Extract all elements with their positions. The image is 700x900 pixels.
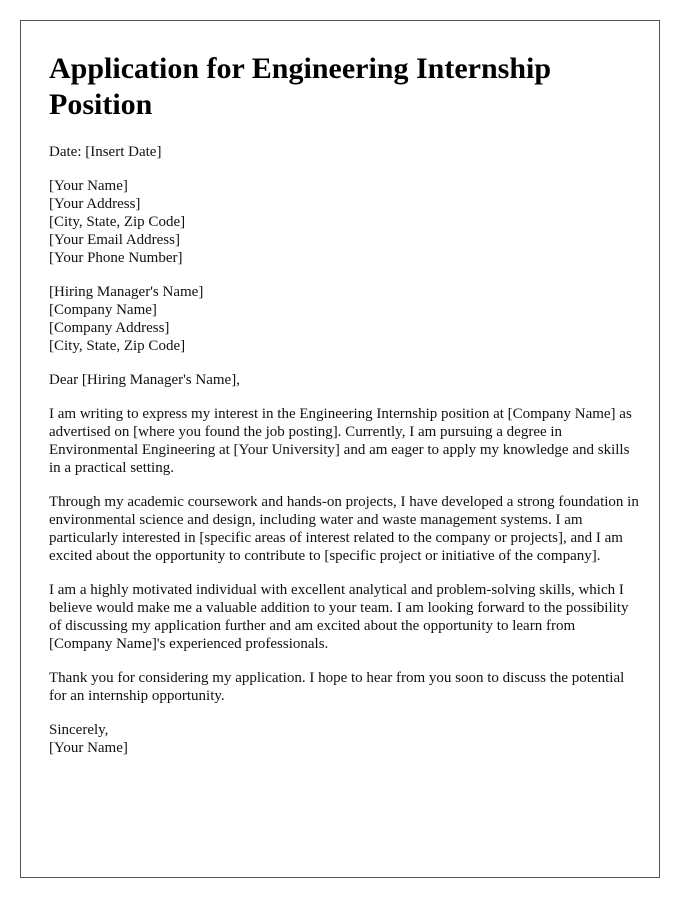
sender-phone: [Your Phone Number] (49, 250, 183, 266)
signature-name: [Your Name] (49, 740, 128, 756)
body-paragraph-3: I am a highly motivated individual with excellent analytical and problem-solving skills, which I believe would make me a valuable addition to your team. I am looking forward to the possibility of discussing my application further and am excited about the opportunity to learn from [Company Name]'s experienced professionals. (49, 582, 629, 652)
body-paragraph-4: Thank you for considering my application. I hope to hear from you soon to discuss the potential for an internship opportunity. (49, 670, 625, 704)
sender-address: [Your Address] (49, 196, 141, 212)
sender-city-state-zip: [City, State, Zip Code] (49, 214, 186, 230)
letter-title: Application for Engineering Internship Position (49, 52, 552, 121)
signature-block (49, 721, 639, 757)
closing: Sincerely, (49, 722, 109, 738)
recipient-address-block (49, 283, 639, 355)
salutation: Dear [Hiring Manager's Name], (49, 372, 240, 388)
body-paragraph-2: Through my academic coursework and hands-on projects, I have developed a strong foundation in environmental science and design, including water and waste management systems. I am particularly interested in [specific areas of interest related to the company or projects], and I am excited about the opportunity to contribute to [specific project or initiative of the company]. (49, 494, 639, 564)
letter-page (20, 20, 660, 878)
sender-email: [Your Email Address] (49, 232, 180, 248)
body-paragraph-1: I am writing to express my interest in the Engineering Internship position at [Company Name] as advertised on [where you found the job posting]. Currently, I am pursuing a degree in Environmental Engineering at [Your University] and am eager to apply my knowledge and skills in a practical setting. (49, 406, 632, 476)
recipient-company: [Company Name] (49, 302, 157, 318)
date-line: Date: [Insert Date] (49, 144, 162, 160)
sender-address-block (49, 177, 639, 267)
recipient-name: [Hiring Manager's Name] (49, 284, 204, 300)
sender-name: [Your Name] (49, 178, 128, 194)
date-block (49, 143, 639, 161)
recipient-city-state-zip: [City, State, Zip Code] (49, 338, 186, 354)
recipient-company-address: [Company Address] (49, 320, 170, 336)
letter-content (49, 51, 639, 773)
